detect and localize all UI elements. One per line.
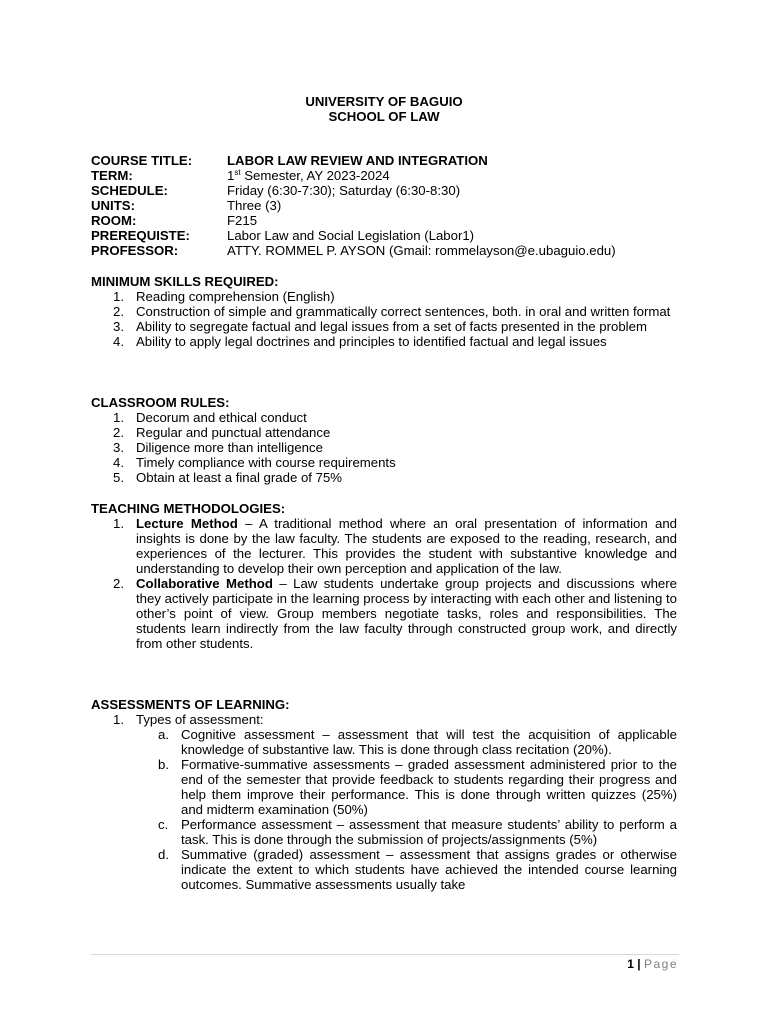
sub-item-label: b. (158, 757, 169, 772)
sub-item-text: Cognitive assessment – assessment that will test the acquisition of applicable knowledge of substantive law. This is done through class recitation (20%). (181, 727, 677, 757)
assessments-title: ASSESSMENTS OF LEARNING: (91, 697, 290, 712)
school-name: SCHOOL OF LAW (328, 109, 440, 124)
list-item-text: Types of assessment: (136, 712, 264, 727)
page-separator: | (633, 957, 644, 971)
room-row (91, 213, 616, 228)
units-value: Three (3) (227, 198, 282, 213)
classroom-rules-list (91, 410, 677, 485)
list-item: 4. Ability to apply legal doctrines and principles to identified factual and legal issues (113, 334, 607, 349)
sub-list-item (91, 847, 677, 892)
sub-item-label: c. (158, 817, 169, 832)
list-item: 4. Timely compliance with course requirements (113, 455, 396, 470)
list-item: 1. Types of assessment: (113, 712, 264, 727)
course-info (91, 153, 616, 258)
list-item: 2. Regular and punctual attendance (113, 425, 331, 440)
sub-list-item (91, 817, 677, 847)
room-value: F215 (227, 213, 258, 228)
footer-divider (91, 954, 679, 955)
method-name: Collaborative Method (136, 576, 273, 591)
course-title-value: LABOR LAW REVIEW AND INTEGRATION (227, 153, 488, 168)
term-text: Semester, AY 2023-2024 (240, 168, 390, 183)
list-item-text: Ability to segregate factual and legal issues from a set of facts presented in the problem (136, 319, 647, 334)
sub-list-item (91, 727, 677, 757)
list-item: 3. Ability to segregate factual and legal issues from a set of facts presented in the problem (113, 319, 647, 334)
minimum-skills-list (91, 289, 677, 349)
classroom-rules-title: CLASSROOM RULES: (91, 395, 230, 410)
list-item-text: Reading comprehension (English) (136, 289, 335, 304)
list-item: 1. Lecture Method – A traditional method where an oral presentation of information and insights is done by the law faculty. The students are exposed to the reading, research, and experiences of the lecturer. This provides the student with substantive knowledge and understanding to develop their own perception and application of the law. (113, 516, 677, 576)
prerequisite-value: Labor Law and Social Legislation (Labor1) (227, 228, 475, 243)
units-row (91, 198, 616, 213)
list-item: 2. Collaborative Method – Law students undertake group projects and discussions where they actively participate in the learning process by interacting with each other and listening to other’s point of view. Group members negotiate tasks, roles and responsibilities. The students learn indirectly from the law faculty through constructed group work, and directly from other students. (113, 576, 677, 651)
schedule-value: Friday (6:30-7:30); Saturday (6:30-8:30) (227, 183, 461, 198)
list-item: 1. Reading comprehension (English) (113, 289, 335, 304)
assessments-list (91, 712, 677, 727)
teaching-title: TEACHING METHODOLOGIES: (91, 501, 286, 516)
assessments-section (91, 697, 677, 892)
minimum-skills-title: MINIMUM SKILLS REQUIRED: (91, 274, 279, 289)
teaching-section (91, 501, 677, 651)
sub-list-item (91, 757, 677, 817)
schedule-label: SCHEDULE: (91, 183, 168, 198)
list-item-text: Timely compliance with course requirements (136, 455, 396, 470)
professor-row (91, 243, 616, 258)
term-label: TERM: (91, 168, 133, 183)
list-item-text: Ability to apply legal doctrines and principles to identified factual and legal issues (136, 334, 607, 349)
list-item: 3. Diligence more than intelligence (113, 440, 323, 455)
list-item-text: Construction of simple and grammatically correct sentences, both. in oral and written format (136, 304, 671, 319)
method-description: – A traditional method where an oral presentation of information and insights is done by the law faculty. The students are exposed to the reading, research, and experiences of the lecturer. This provides the student with substantive knowledge and understanding to develop their own perception and application of the law. (136, 516, 677, 576)
sub-item-text: Summative (graded) assessment – assessment that assigns grades or otherwise indicate the extent to which students have achieved the intended course learning outcomes. Summative assessments usually take (181, 847, 677, 892)
method-description: – Law students undertake group projects and discussions where they actively participate in the learning process by interacting with each other and listening to other’s point of view. Group members negotiate tasks, roles and responsibilities. The students learn indirectly from the law faculty through constructed group work, and directly from other students. (136, 576, 677, 651)
assessment-types-list (91, 727, 677, 892)
term-row (91, 168, 616, 183)
course-title-row (91, 153, 616, 168)
list-item: 2. Construction of simple and grammatically correct sentences, both. in oral and written format (113, 304, 671, 319)
course-title-label: COURSE TITLE: (91, 153, 193, 168)
university-name: UNIVERSITY OF BAGUIO (305, 94, 463, 109)
prerequisite-row (91, 228, 616, 243)
sub-item-text: Formative-summative assessments – graded assessment administered prior to the end of the semester that provide feedback to students regarding their progress and help them improve their performance. This is done through written quizzes (25%) and midterm examination (50%) (181, 757, 677, 817)
list-item-text: Diligence more than intelligence (136, 440, 323, 455)
list-item-text: Decorum and ethical conduct (136, 410, 307, 425)
term-number: 1 (227, 168, 235, 183)
page-number: 1 (627, 957, 634, 971)
room-label: ROOM: (91, 213, 137, 228)
teaching-list (91, 516, 677, 651)
sub-item-text: Performance assessment – assessment that measure students’ ability to perform a task. This is done through the submission of projects/assignments (5%) (181, 817, 677, 847)
method-name: Lecture Method (136, 516, 238, 531)
term-value (227, 168, 390, 183)
sub-item-label: d. (158, 847, 169, 862)
page-footer (627, 957, 678, 972)
schedule-row (91, 183, 616, 198)
list-item: 5. Obtain at least a final grade of 75% (113, 470, 343, 485)
list-item-text: Obtain at least a final grade of 75% (136, 470, 343, 485)
minimum-skills-section (91, 274, 677, 349)
professor-label: PROFESSOR: (91, 243, 179, 258)
units-label: UNITS: (91, 198, 135, 213)
sub-item-label: a. (158, 727, 169, 742)
professor-value: ATTY. ROMMEL P. AYSON (Gmail: rommelayson@e.ubaguio.edu) (227, 243, 616, 258)
prerequisite-label: PREREQUISTE: (91, 228, 190, 243)
term-ordinal: st (234, 168, 241, 177)
classroom-rules-section (91, 395, 677, 485)
page-word: Page (643, 957, 678, 971)
list-item: 1. Decorum and ethical conduct (113, 410, 307, 425)
list-item-text: Regular and punctual attendance (136, 425, 331, 440)
